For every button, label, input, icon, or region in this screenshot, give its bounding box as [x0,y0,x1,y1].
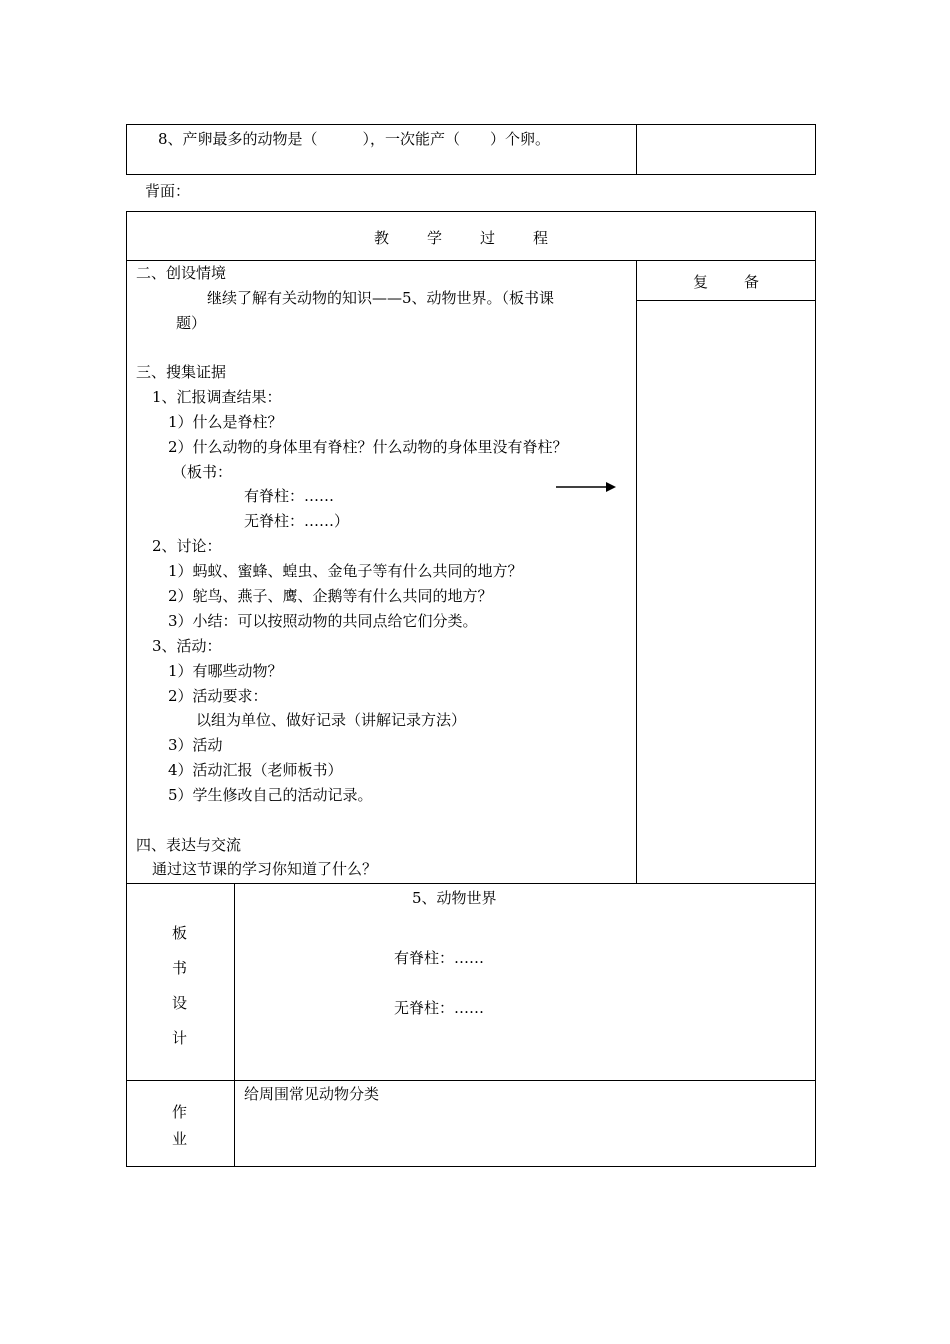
item-discussion-2: 2）鸵鸟、燕子、鹰、企鹅等有什么共同的地方？ [168,587,493,605]
item-activity-2: 2）活动要求： [168,687,268,705]
item-report-2: 2）什么动物的身体里有脊柱？什么动物的身体里没有脊柱？ [168,438,568,456]
section-2-text: 继续了解有关动物的知识——5、动物世界。（板书课 [207,289,555,307]
item-discussion: 2、讨论： [152,537,222,555]
back-label: 背面： [145,182,191,200]
item-activity: 3、活动： [152,637,222,655]
homework-text: 给周围常见动物分类 [244,1085,380,1103]
item-activity-4: 4）活动汇报（老师板书） [168,761,343,779]
label-column-divider [234,883,235,1167]
board-title: 5、动物世界 [412,889,497,907]
item-activity-3: 3）活动 [168,736,223,754]
board-note-invertebrate: 无脊柱：……） [244,512,350,530]
item-activity-5: 5）学生修改自己的活动记录。 [168,786,373,804]
homework-label-char-2: 业 [172,1130,188,1148]
board-label-char-2: 书 [172,959,188,977]
review-header: 复备 [693,273,796,291]
board-invertebrate: 无脊柱：…… [394,999,485,1017]
item-report-1: 1）什么是脊柱？ [168,413,283,431]
board-label-char-1: 板 [172,924,188,942]
item-activity-2-detail: 以组为单位、做好记录（讲解记录方法） [196,711,467,729]
review-column-divider [636,260,637,883]
section-3-title: 三、搜集证据 [136,363,227,381]
question-8: 8、产卵最多的动物是（ ），一次能产（ ）个卵。 [158,130,551,148]
homework-row-top [126,1080,816,1081]
section-2-title: 二、创设情境 [136,264,227,282]
board-label-char-3: 设 [172,994,188,1012]
section-4-title: 四、表达与交流 [136,836,242,854]
board-note-open: （板书： [172,463,233,481]
board-vertebrate: 有脊柱：…… [394,949,485,967]
process-header: 教学过程 [374,229,587,247]
board-row-top [126,883,816,884]
board-label-char-4: 计 [172,1029,188,1047]
item-discussion-3: 3）小结：可以按照动物的共同点给它们分类。 [168,612,478,630]
question-table-divider [636,124,637,175]
homework-label-char-1: 作 [172,1103,188,1121]
section-4-text: 通过这节课的学习你知道了什么？ [152,860,378,878]
process-header-divider [126,260,816,261]
item-activity-1: 1）有哪些动物？ [168,662,283,680]
item-discussion-1: 1）蚂蚁、蜜蜂、蝗虫、金龟子等有什么共同的地方？ [168,562,523,580]
board-note-vertebrate: 有脊柱：…… [244,487,335,505]
item-report: 1、汇报调查结果： [152,388,282,406]
review-header-divider [636,300,816,301]
section-2-text-cont: 题） [176,314,207,332]
arrow-right-icon [556,480,618,494]
